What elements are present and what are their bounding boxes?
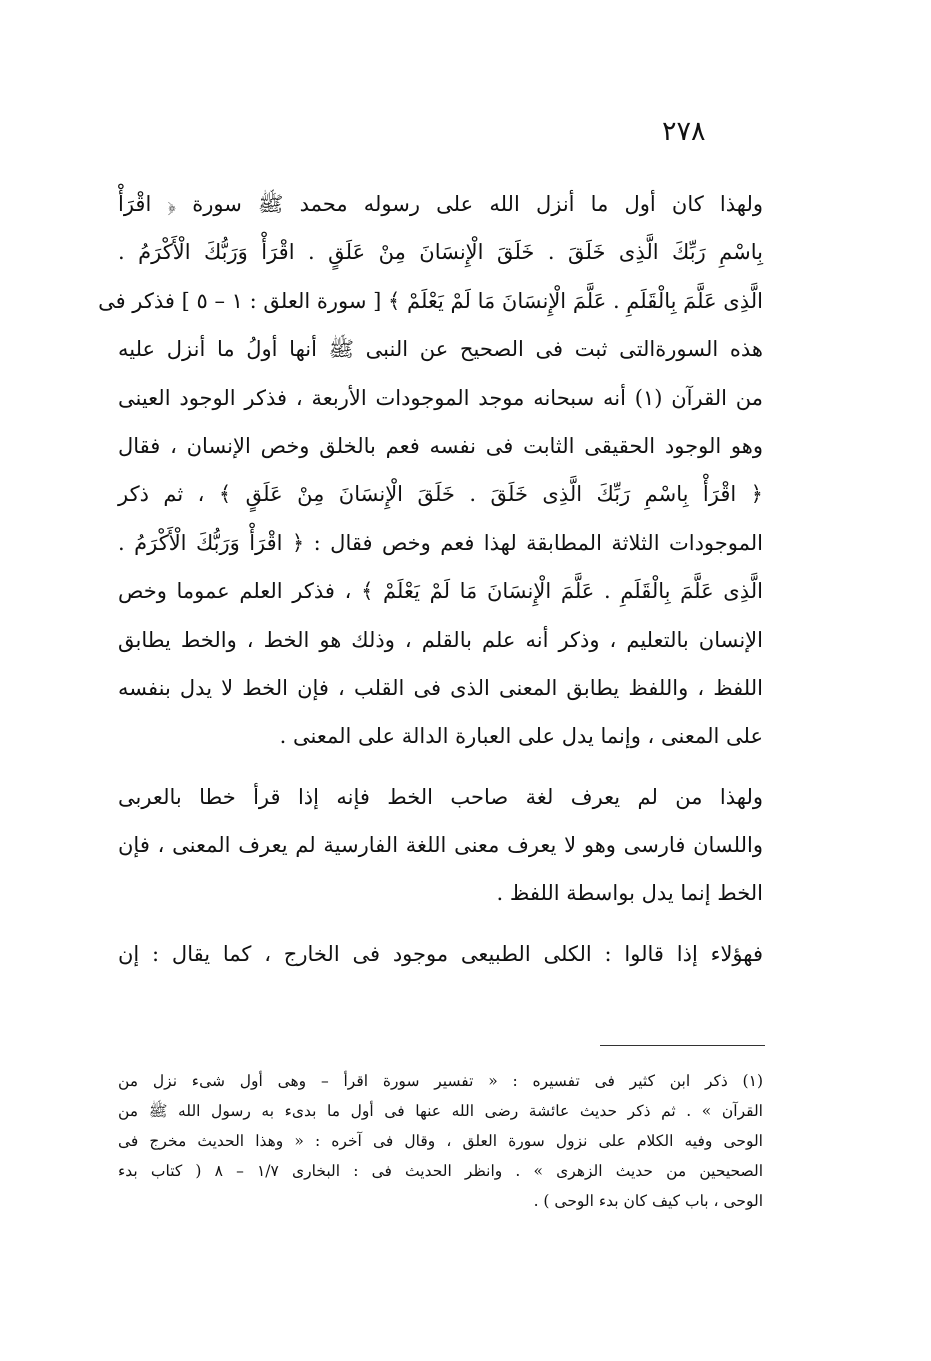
text-line: الَّذِى عَلَّمَ بِالْقَلَمِ . عَلَّمَ الْإِنسَانَ مَا لَمْ يَعْلَمْ ﴾ [ سورة العلق : ١ – ٥ ] فذكر فى — [98, 288, 763, 313]
text-line: واللسان فارسى وهو لا يعرف معنى اللغة الفارسية لم يعرف المعنى ، فإن — [118, 833, 763, 858]
text-line: الخط إنما يدل بواسطة اللفظ . — [496, 881, 763, 906]
text-line: الَّذِى عَلَّمَ بِالْقَلَمِ . عَلَّمَ الْإِنسَانَ مَا لَمْ يَعْلَمْ ﴾ ، فذكر العلم عموما وخص — [118, 579, 763, 604]
text-line: من القرآن (١) أنه سبحانه موجد الموجودات الأربعة ، فذكر الوجود العينى — [118, 385, 763, 410]
footnote-line: الوحى وفيه الكلام على نزول سورة العلق ، وقال فى آخره : « وهذا الحديث مخرج فى — [118, 1132, 763, 1150]
text-line: الموجودات الثلاثة المطابقة لهذا فعم وخص فقال : ﴿ اقْرَأْ وَرَبُّكَ الْأَكْرَمُ . — [118, 530, 763, 555]
text-line: الإنسان بالتعليم ، وذكر أنه علم بالقلم ، وذلك هو الخط ، والخط يطابق — [118, 627, 763, 652]
paragraph — [118, 773, 763, 918]
text-line: فهؤلاء إذا قالوا : الكلى الطبيعى موجود فى الخارج ، كما يقال : إن — [118, 941, 763, 966]
body-text — [98, 180, 763, 978]
text-line: ولهذا كان أول ما أنزل الله على رسوله محمد ﷺ سورة ﴿ اقْرَأْ — [118, 192, 763, 216]
text-line: وهو الوجود الحقيقى الثابت فى نفسه فعم بالخلق وخص الإنسان ، فقال — [118, 433, 763, 458]
text-line: ولهذا من لم يعرف لغة صاحب الخط فإنه إذا قرأ خطا بالعربى — [118, 784, 763, 809]
text-line: هذه السورةالتى ثبت فى الصحيح عن النبى ﷺ أنها أولُ ما أنزل عليه — [118, 337, 763, 362]
footnote-line: (١) ذكر ابن كثير فى تفسيره : « تفسير سورة اقرأ – وهى أول شىء نزل من — [118, 1072, 763, 1090]
paragraph — [98, 180, 763, 761]
footnote-separator — [600, 1045, 765, 1046]
footnote-line: الصحيحين من حديث الزهرى » . وانظر الحديث فى : البخارى ١/٧ – ٨ ( كتاب بدء — [118, 1162, 764, 1180]
footnotes — [118, 1066, 763, 1216]
text-line: بِاسْمِ رَبِّكَ الَّذِى خَلَقَ . خَلَقَ الْإِنسَانَ مِنْ عَلَقٍ . اقْرَأْ وَرَبُّكَ الْأَكْرَمُ . — [118, 240, 763, 265]
page-number: ٢٧٨ — [662, 116, 706, 147]
footnote — [118, 1066, 763, 1216]
paragraph — [118, 930, 763, 978]
footnote-line: القرآن » . ثم ذكر حديث عائشة رضى الله عنها فى أول ما بدىء به رسول الله ﷺ من — [118, 1102, 763, 1120]
text-line: على المعنى ، وإنما يدل على العبارة الدالة على المعنى . — [279, 724, 763, 749]
text-line: اللفظ ، واللفظ يطابق المعنى الذى فى القلب ، فإن الخط لا يدل بنفسه — [118, 675, 763, 700]
footnote-line: الوحى ، باب كيف كان بدء الوحى ) . — [533, 1192, 763, 1210]
text-line: ﴿ اقْرَأْ بِاسْمِ رَبِّكَ الَّذِى خَلَقَ . خَلَقَ الْإِنسَانَ مِنْ عَلَقٍ ﴾ ، ثم ذكر — [118, 482, 763, 507]
